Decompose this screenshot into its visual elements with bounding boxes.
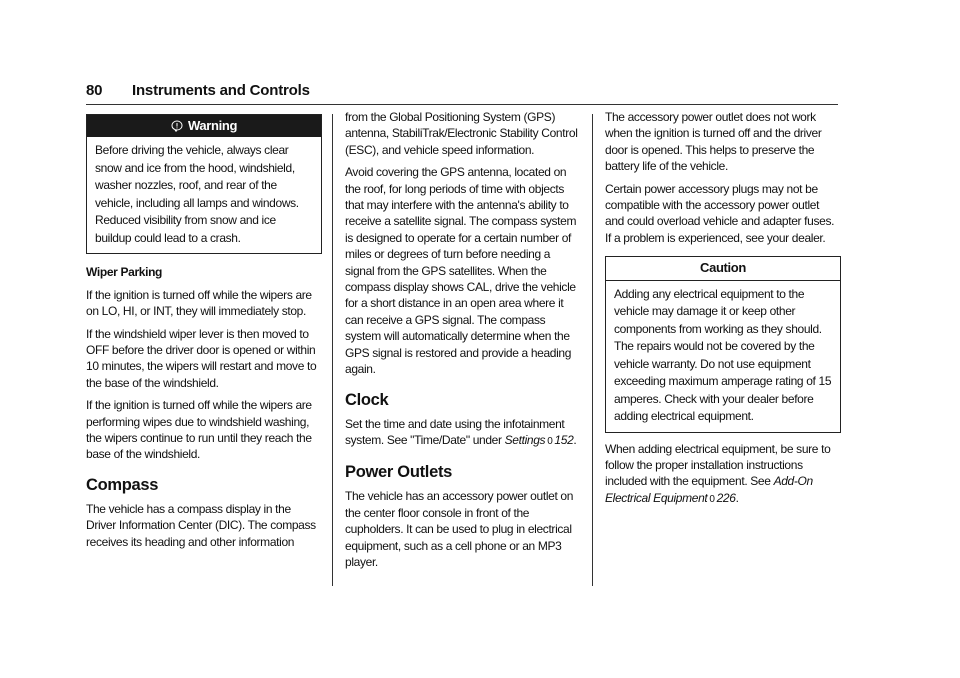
page-number: 80 xyxy=(86,82,103,99)
paragraph: Avoid covering the GPS antenna, located on the roof, for long periods of time with objects that may interfere with the antenna's ability to receive a satellite signal. The compass system is designed to operate for a certain number of miles or degrees of turn before needing a signal from the GPS satellites. When the compass display shows CAL, drive the vehicle for a short distance in an open area where it can receive a GPS signal. The compass system will automatically determine when the GPS signal is restored and provide a heading again. xyxy=(345,165,577,377)
column-divider xyxy=(332,114,333,586)
compass-heading: Compass xyxy=(86,475,159,494)
clock-heading: Clock xyxy=(345,390,389,409)
warning-header xyxy=(87,115,321,137)
punctuation: . xyxy=(735,490,739,505)
page-reference-icon: 0 xyxy=(709,493,715,505)
column-middle xyxy=(345,109,581,576)
paragraph: Certain power accessory plugs may not be compatible with the accessory power outlet and could overload vehicle and adapter fuses. If a problem is experienced, see your dealer. xyxy=(605,181,835,245)
warning-text: Before driving the vehicle, always clear snow and ice from the hood, windshield, washer nozzles, roof, and rear of the vehicle, including all lamps and windows. Reduced visibility from snow and ice buildup could lead to a crash. xyxy=(95,143,299,245)
paragraph-text: Set the time and date using the infotainment system. See "Time/Date" under xyxy=(345,416,565,447)
page-reference-icon: 0 xyxy=(547,435,553,447)
paragraph xyxy=(605,441,841,509)
paragraph: from the Global Positioning System (GPS) antenna, StabiliTrak/Electronic Stability Control (ESC), and vehicle speed information. xyxy=(345,110,578,157)
paragraph: The vehicle has a compass display in the Driver Information Center (DIC). The compass receives its heading and other information xyxy=(86,501,316,549)
warning-box xyxy=(86,114,322,254)
warning-title: Warning xyxy=(187,118,238,133)
column-right xyxy=(605,109,841,514)
paragraph: If the ignition is turned off while the wipers are performing wipes due to windshield washing, the wipers continue to run until they reach the base of the windshield. xyxy=(86,398,312,462)
power-outlets-heading: Power Outlets xyxy=(345,463,453,482)
punctuation: . xyxy=(573,432,577,447)
cross-reference-link[interactable] xyxy=(504,432,577,447)
section-title: Instruments and Controls xyxy=(132,82,310,99)
warning-icon xyxy=(171,120,183,132)
paragraph: If the ignition is turned off while the wipers are on LO, HI, or INT, they will immediately stop. xyxy=(86,287,312,319)
reference-title: Add-On Electrical Equipment xyxy=(605,474,813,505)
page-header xyxy=(86,82,840,106)
paragraph-text: When adding electrical equipment, be sure to follow the proper installation instructions included with the equipment. See xyxy=(605,441,831,489)
header-divider xyxy=(86,104,838,105)
reference-title: Settings xyxy=(504,432,546,447)
column-left xyxy=(86,114,322,556)
paragraph: The vehicle has an accessory power outlet on the center floor console in front of the cupholders. It can be used to plug in electrical equipment, such as a cell phone or an MP3 player. xyxy=(345,489,574,569)
column-divider xyxy=(592,114,593,586)
paragraph: The accessory power outlet does not work when the ignition is turned off and the driver door is opened. This helps to preserve the battery life of the vehicle. xyxy=(605,110,822,174)
caution-text: Adding any electrical equipment to the vehicle may damage it or keep other components from working as they should. The repairs would not be covered by the vehicle warranty. Do not use equipment exceeding maximum amperage rating of 15 amperes. Check with your dealer before adding electrical equipment. xyxy=(614,286,832,424)
reference-page: 152 xyxy=(554,432,574,447)
caution-box xyxy=(605,256,841,432)
paragraph xyxy=(345,416,581,451)
caution-title: Caution xyxy=(606,257,840,280)
paragraph: If the windshield wiper lever is then moved to OFF before the driver door is opened or within 10 minutes, the wipers will restart and move to the base of the windshield. xyxy=(86,326,317,390)
reference-page: 226 xyxy=(716,490,736,505)
wiper-parking-heading: Wiper Parking xyxy=(86,265,163,280)
